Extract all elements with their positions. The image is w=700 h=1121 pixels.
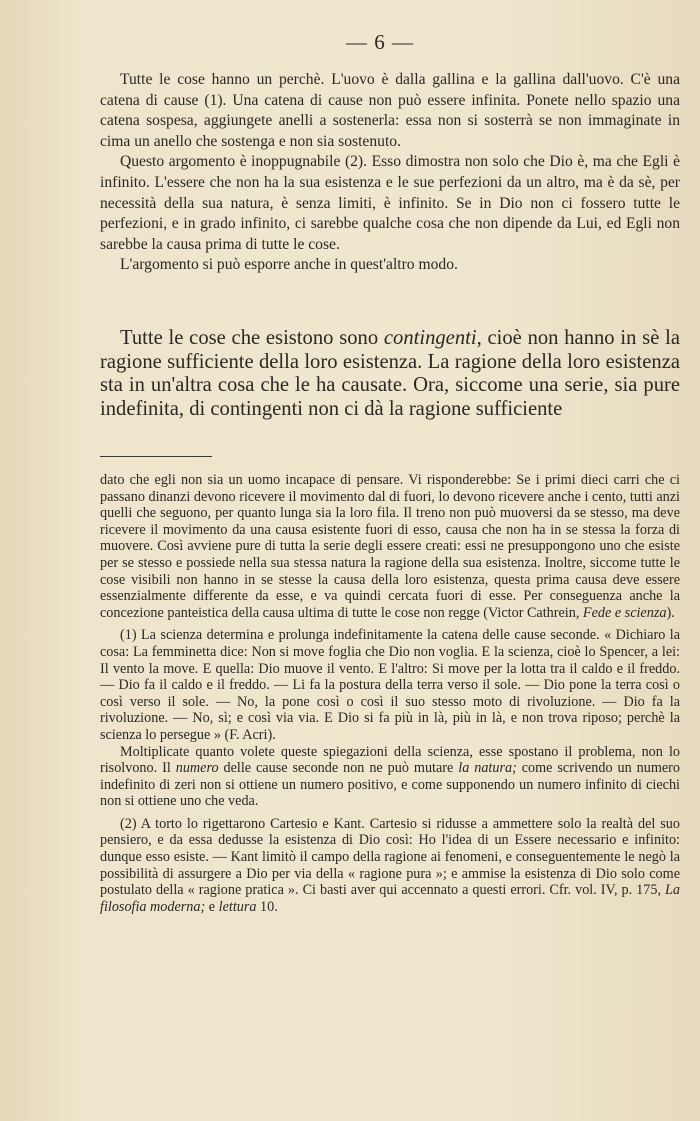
page-number: — 6 — [346, 30, 414, 54]
text-span: ). [666, 604, 675, 621]
footnote-divider [100, 456, 212, 457]
footnote-2 [100, 816, 680, 916]
text-span: Tutte le cose che esistono sono [120, 327, 384, 349]
footnote-1-continued [100, 744, 680, 810]
text-span: come scrivendo un numero indefinito di zeri non si ottiene un numero positivo, e come supponendo un numero infinito di ciechi non si ottiene uno che veda. [100, 760, 680, 810]
text-span: 10. [256, 898, 278, 915]
large-paragraph [100, 327, 680, 421]
footnotes [100, 472, 680, 915]
italic-term: contingenti [383, 327, 477, 349]
source-title: Fede e scienza [582, 604, 667, 621]
footnote-1: (1) La scienza determina e prolunga indefinitamente la catena delle cause seconde. « Dichiaro la cosa: La femminetta dice: Non si move foglia che Dio non voglia. E la scienza, cioè lo Spencer, a lei: Il vento la move. E quella: Dio muove il vento. E l'altro: Si move per la lotta tra il caldo e il freddo. — Dio fa il caldo e il freddo. — Li fa la postura della terra verso il sole. — Dio pone la terra così o così verso il sole. — No, la pone così o così il suo stesso moto di rivoluzione. — Dio fa la rivoluzione. — No, sì; e così via via. E Dio si fa più in là, più in là, e non trova riposo; perchè la scienza lo persegue » (F. Acri). [100, 627, 680, 743]
reference-title: La filosofia moderna; [100, 882, 680, 915]
paragraph: L'argomento si può esporre anche in quest'altro modo. [120, 256, 458, 274]
main-text [100, 70, 680, 276]
italic-term: numero [175, 760, 219, 777]
text-span: , cioè non hanno in sè la ragione sufficiente della loro esistenza. La ragione della loro esistenza sta in un'altra cosa che le ha causate. Ora, siccome una serie, sia pure indefinita, di contingenti non ci dà la ragione sufficiente [100, 327, 680, 420]
text-span: Moltiplicate quanto volete queste spiegazioni della scienza, esse spostano il problema, non lo risolvono. Il [100, 743, 680, 777]
text-span: delle cause seconde non ne può mutare [218, 760, 459, 777]
reference-title: lettura [218, 898, 257, 915]
footnote-continuation [100, 472, 680, 621]
text-span: (2) A torto lo rigettarono Cartesio e Kant. Cartesio si ridusse a ammettere solo la realtà del suo pensiero, e da essa dedusse la esistenza di Dio così: Ho l'idea di un Essere necessario e infinito: dunque esso esiste. — Kant limitò il campo della ragione ai fenomeni, e conseguentemente le negò la possibilità di assurgere a Dio per via della « ragione pura »; e ammise la esistenza di Dio solo come postulato della « ragione pratica ». Ci basti aver qui accennato a questi errori. Cfr. vol. IV, p. 175, [100, 815, 680, 899]
paragraph: Tutte le cose hanno un perchè. L'uovo è dalla gallina e la gallina dall'uovo. C'è una catena di cause (1). Una catena di cause non può essere infinita. Ponete nello spazio una catena sospesa, aggiungete anelli a sostenerla: essa non si sosterrà se non immaginate in cima un anello che sostenga e non sia sostenuto. [100, 71, 680, 150]
paragraph: Questo argomento è inoppugnabile (2). Esso dimostra non solo che Dio è, ma che Egli è infinito. L'essere che non ha la sua esistenza e le sue perfezioni da un altro, ma è da sè, per necessità della sua natura, è senza limiti, è infinito. Se in Dio non ci fossero tutte le perfezioni, e in grado infinito, ci sarebbe qualche cosa che non dipende da Lui, ed Egli non sarebbe la causa prima di tutte le cose. [100, 153, 680, 253]
italic-term: la natura; [458, 760, 517, 777]
text-span: e [205, 898, 219, 915]
text-span: dato che egli non sia un uomo incapace di pensare. Vi risponderebbe: Se i primi dieci carri che ci passano dinanzi devono ricevere il movimento dal di fuori, lo devono ricevere anche i cento, tutti anzi quelli che seguono, per quanto lunga sia la loro fila. Il treno non può muoversi da se stesso, ma deve ricevere il movimento da una causa esistente fuori di esso, causa che non ha in se stessa la forza di muovere. Così avviene pure di tutta la serie degli essere creati: essi ne presuppongono uno che esiste per se stesso e possiede nella sua stessa natura la ragione della sua esistenza. Inoltre, siccome tutte le cose visibili non hanno in se stesse la causa della loro esistenza, questa prima causa deve essere essenzialmente differente da esse, e va quindi cercata fuori di esse. Per conseguenza anche la concezione panteistica della causa ultima di tutte le cose non regge (Victor Cathrein, [100, 472, 680, 621]
